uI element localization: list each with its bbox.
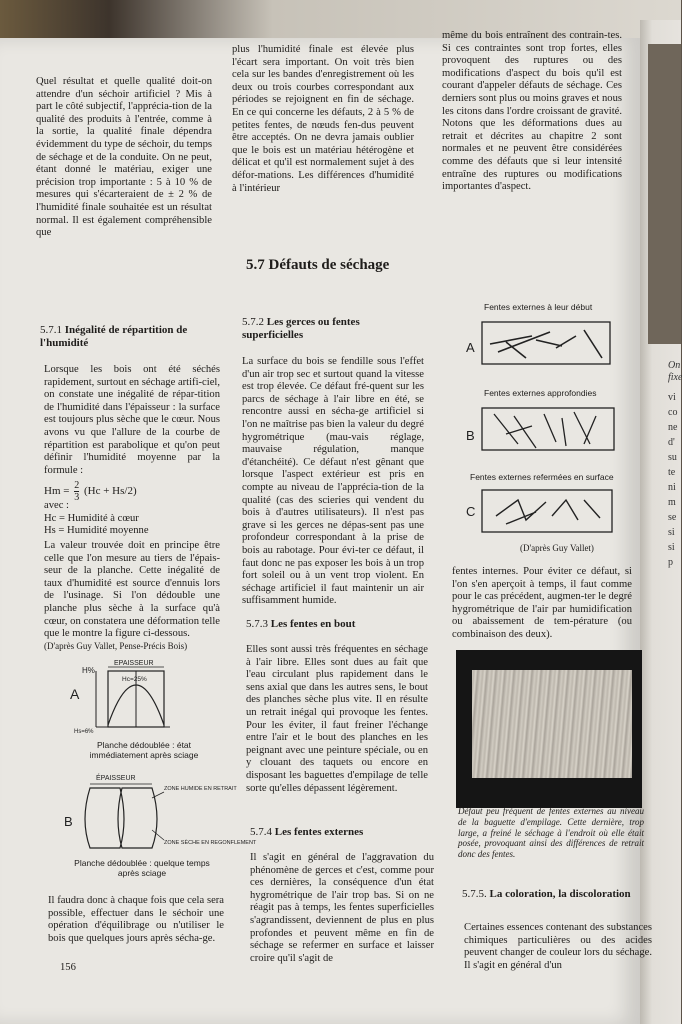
figure-a-hs: Hs=6% [74,729,94,735]
page-number: 156 [60,962,76,973]
sec-5-7-2-number: 5.7.2 [242,316,264,328]
facing-page-fragment-2: fixe [668,372,682,383]
fentes-b-title: Fentes externes approfondies [484,388,597,398]
figure-a-caption: Planche dédoublée : état immédiatement après sciage [89,740,199,760]
sec-5-7-2-title: Les gerces ou fentes superficielles [242,316,360,341]
facing-page [640,20,681,1024]
col1-valeur-text: La valeur trouvée doit en principe être celle que l'on mesure au tiers de l'épais-seur de la planche. Cette inégalité de taux d'humidité est source d'ennuis lors de l'usinage. Si l'on dédouble une planche plus sèche à la surface qu'à cœur, on constatera une déformation telle que le montre la figure ci-dessous. [44,540,220,640]
formula-lhs: Hm = [44,485,70,498]
photo-caption: Défaut peu fréquent de fentes externes au niveau de la baguette d'empilage. Cette dernière, trop large, a freiné le séchage à l'endroit où elle était posée, provoquant ainsi des différences de retrait donc des fentes. [458,806,644,860]
photo-frame [456,650,642,808]
fentes-a-letter: A [466,340,475,355]
fentes-b-letter: B [466,428,475,443]
sec-5-7-5-number: 5.7.5. [462,888,487,900]
figure-b-caption: Planche dédoublée : quelque temps après sciage [74,858,210,878]
sec-5-7-4-text: Il s'agit en général de l'aggravation du phénomène de gerces et c'est, comme pour ces dernières, la conséquence d'un état hygrométrique de l'air trop bas. Si on ne réagit pas à temps, les fentes superficielles s'agrandissent, deviennent de plus en plus profondes et peuvent même en fin de séchage se refermer en surface et laisser croire qu'il s'agit de [250,852,434,964]
col1-source: (D'après Guy Vallet, Pense-Précis Bois) [44,641,188,651]
figure-planche-a [70,655,200,735]
wood-photo [472,670,632,778]
formula-def-hs: Hs = Humidité moyenne [44,525,149,537]
sec-5-7-1-number: 5.7.1 [40,324,62,336]
facing-page-fragment-3: vi co ne d' su te ni m se si si p [668,392,678,568]
figure-a-hc: Hc=25% [122,676,147,683]
sec-5-7-3-text: Elles sont aussi très fréquentes en séchage à l'air libre. Elles sont dues au fait que l'eau circulant plus rapidement dans le sens axial que dans les autres sens, le bout des planches sèche plus vite. Il en résulte un retrait inégal qui provoque les fentes. Pour les éviter, il faut freiner l'échange entre l'air et le bout des planches en les peignant avec une peinture spéciale, ou en y clouant des taquets ou encore en disposant les baguettes d'empilage de telle sorte qu'elles dépassent légèrement. [246,644,428,794]
sec-5-7-3-title: Les fentes en bout [270,618,356,630]
fentes-source: (D'après Guy Vallet) [520,543,594,553]
formula-numerator: 2 [74,480,80,491]
figure-planche-b [60,772,257,852]
figure-b-epaisseur: ÉPAISSEUR [96,775,136,782]
formula-defs [44,500,214,538]
figure-a-letter: A [70,686,80,702]
figure-b-zone-seche: ZONE SÈCHE EN REGONFLEMENT [164,840,257,846]
figure-fentes-a [466,318,616,368]
col3-top-text: même du bois entraînent des contrain-tes. Si ces contraintes sont trop fortes, elles provoquent des ruptures ou des modifications d'aspect du bois qu'il est courant d'appeler défauts de séchage. Ces derniers sont plus ou moins graves et nous les citons dans l'ordre croissant de gravité. Notons que les déformations dues au retrait et décrites au chapitre 2 sont normales et ne peuvent être considérées comme des défauts que si leur intensité entraîne des ruptures ou modifications importantes d'aspect. [442,30,622,193]
sec-5-7-5-heading [462,888,642,901]
sec-5-7-4-title: Les fentes externes [274,826,364,838]
figure-b-letter: B [64,814,73,829]
formula-def-hc: Hc = Humidité à cœur [44,512,139,524]
col3-fentes-text: fentes internes. Pour éviter ce défaut, si l'on s'en aperçoit à temps, il faut comme pour le cas précédent, augmen-ter le degré hygrométrique de l'air par humidification ou abaissement de tem-pérature (ou combinaison des deux). [452,566,632,640]
facing-page-photo [648,44,681,344]
sec-5-7-title: 5.7 Défauts de séchage [246,257,390,273]
sec-5-7-3-heading [246,618,426,631]
figure-a-h: H% [82,666,95,675]
sec-5-7-5-title: La coloration, la discoloration [489,888,631,900]
sec-5-7-4-heading [250,826,430,839]
sec-5-7-2-heading [242,316,422,342]
sec-5-7-5-text: Certaines essences contenant des substances chimiques particulières ou des acides peuvent changer de couleur lors du séchage. Il s'agit en général d'un [464,922,652,971]
formula-denominator: 3 [74,492,80,503]
fentes-c-title: Fentes externes refermées en surface [470,472,614,482]
col2-top-text: plus l'humidité finale est élevée plus l'écart sera important. On voit très bien cela sur les bandes d'enregistrement où les deux ou trois courbes correspondant aux périodes se rejoignent en fin de séchage. En ce qui concerne les défauts, 2 à 5 % de petites fentes, de nœuds fen-dus peuvent être acceptés. On ne devra jamais oublier que le bois est un matériau hétérogène et délicat et qu'il est normalement sujet à des défor-mations. Les différences d'humidité à l'intérieur [232,44,414,194]
sec-5-7-1-title: Inégalité de répartition de l'humidité [40,324,188,349]
sec-5-7-1-heading [40,324,220,350]
figure-b-zone-humide: ZONE HUMIDE EN RETRAIT [164,786,237,792]
figure-fentes-b [466,404,616,454]
formula-avec: avec : [44,500,69,511]
col1-end-text: Il faudra donc à chaque fois que cela sera possible, effectuer dans le séchoir une opération d'équilibrage ou n'utiliser le bois que quelques jours après sécha-ge. [48,895,224,944]
figure-fentes-c [466,486,616,536]
sec-5-7-2-text: La surface du bois se fendille sous l'effet d'un air trop sec et surtout quand la vitesse est trop élevée. Ce défaut fré-quent sur les parcs de séchage à l'air libre en été, se rencontre aussi en sécha-ge artificiel si l'on ne maîtrise pas bien la valeur du degré hygrométrique (mau-vais réglage, mauvaise régulation, manque d'étanchéité). Ce défaut n'est gênant que lorsque l'aspect extérieur est pris en compte au niveau de l'apprécia-tion de la qualité (cas des scieries qui vendent du bois à d'autres utilisateurs). Il n'est pas grave si les gerces ne dépas-sent pas une profondeur correspondant à la prise de bois au rabotage. Pour évi-ter ce défaut, il faut donc ne pas exposer les bois à un trop fort soleil ou à un vent trop violent. En séchage artificiel il faut maintenir un air suffisamment humide. [242,356,424,607]
sec-5-7-3-number: 5.7.3 [246,618,268,630]
fentes-a-title: Fentes externes à leur début [484,302,593,312]
formula-paren: (Hc + Hs/2) [83,485,137,498]
fentes-c-letter: C [466,504,476,519]
col1-intro: Quel résultat et quelle qualité doit-on attendre d'un séchoir artificiel ? Mis à part le côté subjectif, l'apprécia-tion de la qualité des produits à l'entrée, comme à la sortie, la qualité finale dépendra évidemment du type de séchoir, du temps de séchage et de la conduite. On ne peut, étant donné le matériau, exiger une précision trop importante : 5 à 10 % de mesures qui s'écarteraient de ± 2 % de l'humidité finale souhaitée est un résultat normal. Il est également compréhensible que [36,76,212,239]
sec-5-7-1-text: Lorsque les bois ont été séchés rapidement, surtout en séchage artifi-ciel, on constate une inégalité de répar-tition de l'humidité dans l'épaisseur : la surface est toujours plus sèche que le cœur. Nous avons vu que l'allure de la courbe de répartition est parabolique et qu'on peut définir l'humidité moyenne par la formule : [44,364,220,476]
facing-page-fragment-1: On [668,360,681,371]
figure-a-epaisseur: EPAISSEUR [114,660,154,667]
sec-5-7-4-number: 5.7.4 [250,826,272,838]
